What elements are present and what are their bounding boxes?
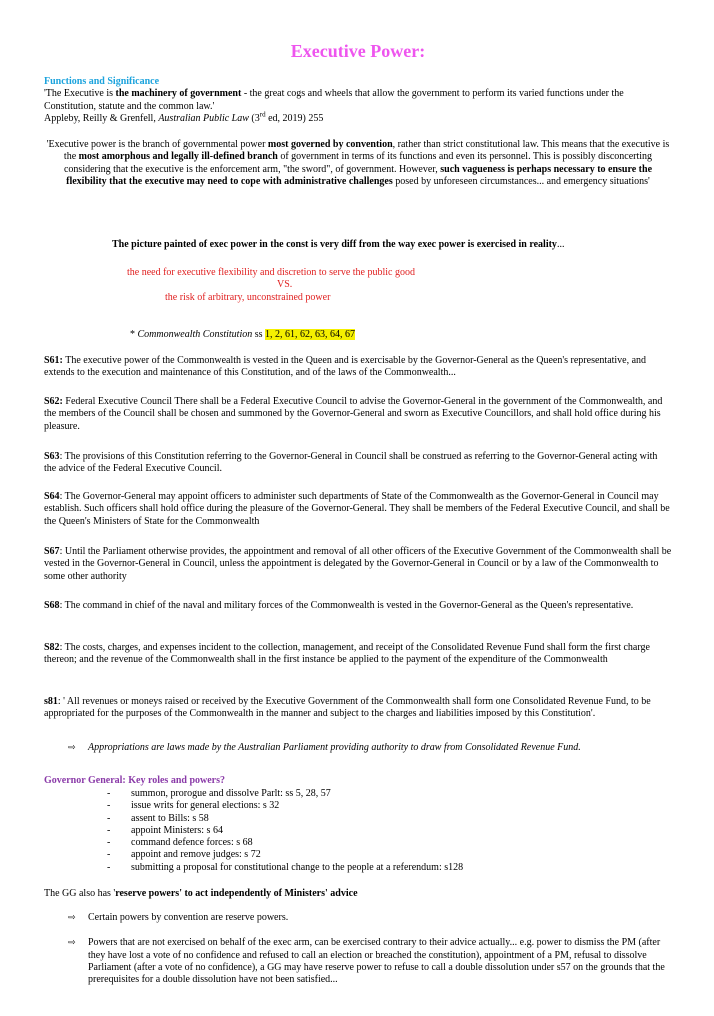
section-s82 <box>44 642 672 667</box>
section-text: : Until the Parliament otherwise provides, the appointment and removal of all other officers of the Executive Government of the Commonwealth shall be vested in the Governor-General in Council, unless the appointment is delegated by the Governor-General in Council or by a law of the Commonwealth to some other authority <box>44 546 672 582</box>
appropriations-text: Appropriations are laws made by the Australian Parliament providing authority to draw from Consolidated Revenue Fund. <box>88 742 581 753</box>
quote-text: - the great cogs and wheels that allow the government to perform its varied functions under the Constitution, statute and the common law.' <box>44 88 624 112</box>
section-label: s81 <box>44 696 58 707</box>
section-s67 <box>44 546 672 583</box>
section-text: Federal Executive Council There shall be a Federal Executive Council to advise the Governor-General in the government of the Commonwealth, and the members of the Council shall be chosen and summoned by the Governor-General and sworn as Executive Councillors, and shall hold office during his pleasure. <box>44 396 663 432</box>
list-item-text: submitting a proposal for constitutional change to the people at a referendum: s128 <box>131 861 464 873</box>
section-text: : The provisions of this Constitution referring to the Governor-General in Council shall be construed as referring to the Governor-General acting with the advice of the Federal Executive Council. <box>44 451 658 475</box>
dash-marker: - <box>107 824 111 836</box>
section-label: S62: <box>44 396 63 407</box>
list-item <box>107 849 667 861</box>
quote-text: 'The Executive is <box>44 88 116 100</box>
section-s68 <box>44 600 672 612</box>
list-item-text: issue writs for general elections: s 32 <box>131 800 280 812</box>
constitution-reference <box>130 329 355 341</box>
section-s64 <box>44 491 672 528</box>
reserve-bold: reserve powers' to act independently of Ministers' advice <box>115 888 358 899</box>
section-label: S82 <box>44 642 60 653</box>
citation-edition: (3 <box>248 113 260 125</box>
tension-vs: VS. <box>277 279 293 290</box>
section-s62 <box>44 396 672 433</box>
picture-statement <box>112 239 672 251</box>
section-label: S67 <box>44 546 60 557</box>
gg-powers-list <box>107 788 667 874</box>
arrow-icon: ⇨ <box>68 743 76 753</box>
section-s61 <box>44 355 672 380</box>
gg-heading: Governor General: Key roles and powers? <box>44 775 225 786</box>
section-label: S68 <box>44 600 60 611</box>
section-text: : The Governor-General may appoint officers to administer such departments of State of the Commonwealth as the Governor-General in Council may establish. Such officers shall hold office during the pleasure of the Governor-General. They shall be members of the Federal Executive Council, and shall be the Queen's Ministers of State for the Commonwealth <box>44 491 670 527</box>
citation-edition-sup: rd <box>259 110 266 119</box>
document-page <box>44 0 672 986</box>
section-label: S64 <box>44 491 60 502</box>
section-text: : ' All revenues or moneys raised or received by the Executive Government of the Commonwealth shall form one Consolidated Revenue Fund, to be appropriated for the purposes of the Commonwealth in the manner and subject to the charges and liabilities imposed by this Constitution'. <box>44 696 651 720</box>
section-label: S61: <box>44 355 63 366</box>
highlighted-sections: 1, 2, 61, 62, 63, 64, 67 <box>265 329 356 340</box>
list-item-text: appoint Ministers: s 64 <box>131 824 223 836</box>
list-item-text: appoint and remove judges: s 72 <box>131 849 261 861</box>
reserve-bullet-text: Powers that are not exercised on behalf of the exec arm, can be exercised contrary to their advice actually... e.g. power to dismiss the PM (after they have lost a vote of no confidence and refused to call an election or breached the constitution), appointment of a PM, refusal to dissolve Parliament (after a vote of no confidence), a GG may have reserve power to refuse to call a double dissolution under s57 on the grounds that the prerequisites for a double dissolution have not been satisfied... <box>88 937 665 986</box>
quote-text: of government in terms of its functions and even its personnel. This is possibly disconcerting considering that the executive is the enforcement arm, "the sword", of government. However, <box>63 151 653 175</box>
section-text: : The costs, charges, and expenses incident to the collection, management, and receipt of the Consolidated Revenue Fund shall form the first charge thereon; and the revenue of the Commonwealth shall in the first instance be applied to the payment of the expenditure of the Commonwealth <box>44 642 650 666</box>
citation <box>44 110 672 125</box>
executive-power-quote <box>44 139 672 189</box>
quote-bold: most governed by convention <box>267 139 393 150</box>
quote-bold: such vagueness is perhaps necessary to ensure the flexibility that the executive may need to cope with administrative challenges <box>66 163 653 188</box>
list-item <box>107 837 667 849</box>
star-marker: * <box>130 329 138 340</box>
list-item <box>107 825 667 837</box>
dash-marker: - <box>107 837 111 849</box>
citation-book: Australian Public Law <box>158 113 249 125</box>
reserve-bullet-2 <box>44 937 676 986</box>
dash-marker: - <box>107 800 111 812</box>
picture-tail: ... <box>556 239 565 250</box>
machinery-quote <box>44 88 672 113</box>
functions-section <box>44 76 672 126</box>
reserve-bullet-1 <box>44 912 672 924</box>
ss-label: ss <box>252 329 266 340</box>
reserve-powers-heading <box>44 888 672 900</box>
functions-heading: Functions and Significance <box>44 76 160 87</box>
section-text: : The command in chief of the naval and military forces of the Commonwealth is vested in the Governor-General as the Queen's representative. <box>59 600 634 611</box>
dash-marker: - <box>107 788 111 799</box>
citation-authors: Appleby, Reilly & Grenfell, <box>44 113 159 125</box>
appropriations-note <box>44 742 672 754</box>
section-label: S63 <box>44 451 60 462</box>
quote-text: posed by unforeseen circumstances... and emergency situations' <box>392 176 650 188</box>
quote-bold: the machinery of government <box>115 88 242 100</box>
dash-marker: - <box>107 812 111 824</box>
list-item <box>107 788 667 800</box>
constitution-name: Commonwealth Constitution <box>137 329 253 340</box>
page-title: Executive Power: <box>290 41 426 61</box>
section-s81 <box>44 696 672 721</box>
citation-edition: ed, 2019) 255 <box>265 113 324 125</box>
section-text: The executive power of the Commonwealth is vested in the Queen and is exercisable by the Governor-General as the Queen's representative, and extends to the execution and maintenance of this Constitution, and of the laws of the Commonwealth... <box>44 355 647 379</box>
dash-marker: - <box>107 849 111 861</box>
dash-marker: - <box>107 861 111 873</box>
reserve-pre: The GG also has ' <box>44 888 116 899</box>
reserve-bullet-text: Certain powers by convention are reserve powers. <box>88 912 289 924</box>
picture-bold: The picture painted of exec power in the const is very diff from the way exec power is exercised in reality <box>112 239 557 250</box>
list-item-text: summon, prorogue and dissolve Parlt: ss 5, 28, 57 <box>131 788 331 799</box>
quote-bold: most amorphous and legally ill-defined branch <box>78 151 278 163</box>
list-item-text: command defence forces: s 68 <box>131 837 253 849</box>
section-s63 <box>44 451 672 476</box>
list-item <box>107 862 667 874</box>
arrow-icon: ⇨ <box>68 913 76 924</box>
tension-line-2: the risk of arbitrary, unconstrained power <box>165 292 331 303</box>
quote-text: 'Executive power is the branch of governmental power <box>46 139 268 150</box>
arrow-icon: ⇨ <box>68 938 76 949</box>
quote-text: , rather than strict constitutional law. This means that the executive is the <box>63 139 670 163</box>
list-item <box>107 800 667 812</box>
list-item-text: assent to Bills: s 58 <box>131 812 209 824</box>
list-item <box>107 813 667 825</box>
tension-line-1: the need for executive flexibility and discretion to serve the public good <box>127 267 415 278</box>
